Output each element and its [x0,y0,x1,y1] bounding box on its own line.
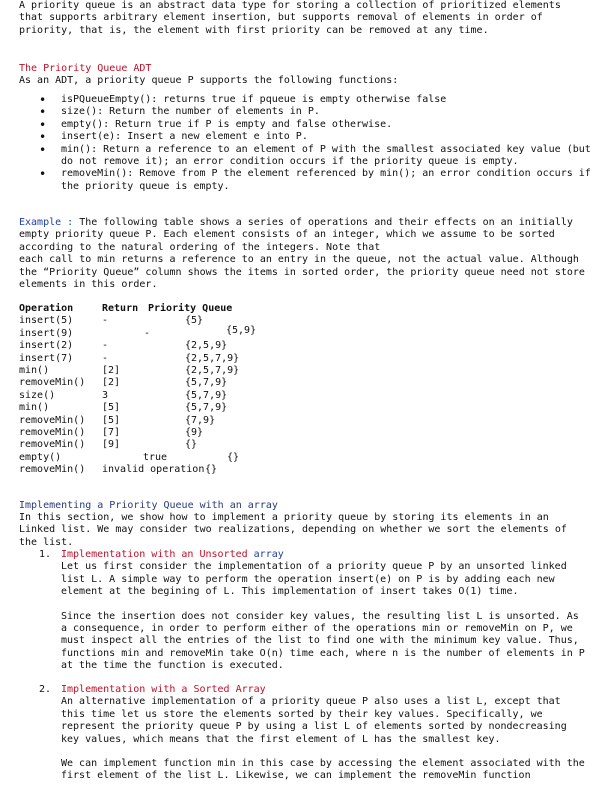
impl-unsorted-title: Implementation with an Unsorted [61,549,248,560]
table-row: removeMin() [2] {5,7,9} [19,377,228,389]
list-item: • empty(): Return true if P is empty and false otherwise. [37,119,597,131]
impl-lead: In this section, we show how to implement a priority queue by storing its elements in an Linked list. We may consider two realizations, depending on whether we sort the elements of the list. [19,512,567,548]
table-row: min() [2] {2,5,7,9} [19,364,240,376]
impl-item-unsorted [39,549,589,673]
table-row: min() [5] {5,7,9} [19,402,228,414]
list-item: • size(): Return the number of elements in P. [37,106,597,118]
table-row: insert(2) - {2,5,9} [19,340,228,352]
table-row: insert(9) - {5,9} [19,324,257,339]
example-paragraph [19,217,589,291]
impl-unsorted-para-2: Since the insertion does not consider key values, the resulting list L is unsorted. As a consequence, in order to perform either of the operations min or removeMin on P, we must inspect all the entries of the list to find one with the minimum key value. Thus, functions min and removeMin take O(n) time each, where n is the number of elements in P at the time the function is executed. [61,610,585,672]
table-row: insert(7) - {2,5,7,9} [19,352,240,364]
impl-item-sorted [39,684,589,783]
table-row: size() 3 {5,7,9} [19,389,228,401]
example-text: The following table shows a series of operations and their effects on an initially empty priority queue P. Each element consists of an integer, which we assume to be sorted according to the natural ordering of the integers. Note that [19,217,573,253]
table-row: insert(5) - {5} [19,315,204,327]
header-return: Return [102,303,139,314]
impl-sorted-para-1: An alternative implementation of a priority queue P also uses a list L, except that this time let us store the elements sorted by their key values. Specifically, we represent the priority queue P by using a list L of elements sorted by nondecreasing key values, which means that the first element of L has the smallest key. [61,696,567,745]
impl-unsorted-para-1: Let us first consider the implementation of a priority queue P by an unsorted linked list L. A simple way to perform the operation insert(e) on P is by adding each new element at the begining of L. This implementation of insert takes O(1) time. [61,561,567,598]
impl-heading: Implementing a Priority Queue with an array [19,500,278,511]
header-priority-queue: Priority Queue [148,303,233,314]
adt-lead: As an ADT, a priority queue P supports the following functions: [19,75,399,86]
list-item: • removeMin(): Remove from P the element referenced by min(); an error condition occurs if the priority queue is empty. [37,168,597,193]
impl-sorted-title: Implementation with a Sorted Array [61,684,266,695]
table-row: removeMin() [7] {9} [19,426,204,438]
header-operation: Operation [19,303,74,314]
list-item: • insert(e): Insert a new element e into P. [37,131,597,143]
operations-table [19,303,257,476]
example-label: Example : [19,217,74,228]
item-number: 2. [39,684,52,695]
list-item: • min(): Return a reference to an element of P with the smallest associated key value (but do not remove it); an error condition occurs if the priority queue is empty. [37,144,597,169]
adt-heading: The Priority Queue ADT [19,63,152,74]
impl-unsorted-title-tail: array [247,549,284,560]
table-row: empty() true {} [19,451,240,463]
impl-sorted-para-2: We can implement function min in this case by accessing the element associated with the first element of the list L. Likewise, we can implement the removeMin function [61,758,585,782]
table-header [19,303,233,315]
intro-paragraph: A priority queue is an abstract data type for storing a collection of prioritized elements that supports arbitrary element insertion, but supports removal of elements in order of priority, that is, the element with first priority can be removed at any time. [19,0,561,36]
table-row: removeMin() [9] {} [19,439,198,451]
example-text-continued: each call to min returns a reference to an entry in the queue, not the actual value. Although the “Priority Queue” column shows the items in sorted order, the priority queue need not store elements in this order. [19,254,585,291]
table-row: removeMin() [5] {7,9} [19,414,216,426]
item-number: 1. [39,549,52,560]
adt-function-list [37,94,597,193]
table-row: removeMin() invalid operation {} [19,464,218,476]
list-item: • isPQueueEmpty(): returns true if pqueue is empty otherwise false [37,94,597,106]
